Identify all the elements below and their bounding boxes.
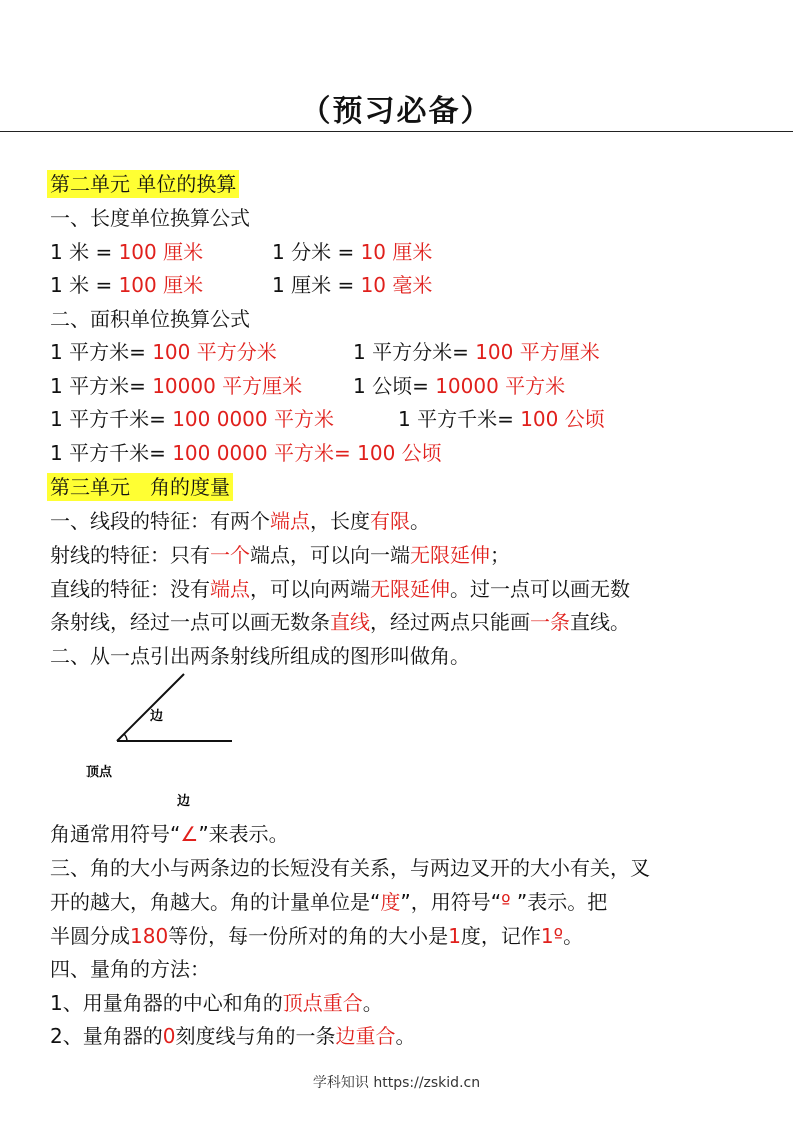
area-row-4 xyxy=(50,440,442,466)
area-row-1 xyxy=(50,339,277,365)
edge-label-bottom: 边 xyxy=(177,794,191,809)
paragraph-size-2 xyxy=(50,889,607,915)
text: 直线。 xyxy=(570,610,630,634)
length-row-2 xyxy=(50,272,203,298)
text: 。 xyxy=(563,924,584,948)
text-red: 无限延伸 xyxy=(370,577,450,601)
text-red: 10 厘米 xyxy=(360,240,433,264)
angle-arc xyxy=(124,734,127,741)
text: 1 平方分米= xyxy=(353,340,476,364)
area-row-2 xyxy=(50,373,302,399)
text: 度，记作 xyxy=(460,924,541,948)
text: 1、用量角器的中心和角的 xyxy=(50,991,283,1015)
text-red: 180 xyxy=(130,924,169,948)
area-row-1b xyxy=(353,339,600,365)
text: 开的越大，角越大。角的计量单位是“ xyxy=(50,890,381,914)
text-red: 顶点重合 xyxy=(282,991,363,1015)
area-row-2b xyxy=(353,373,565,399)
length-row-2b xyxy=(272,272,432,298)
paragraph-method-title: 四、量角的方法： xyxy=(50,957,210,981)
text: ”来表示。 xyxy=(198,822,289,846)
text-red: 100 公顷 xyxy=(520,407,605,431)
text: 1 平方米= xyxy=(50,374,153,398)
text: 1 平方千米= xyxy=(398,407,521,431)
text: 1 公顷= xyxy=(353,374,436,398)
text-red: 度 xyxy=(380,890,401,914)
text-red: 直线 xyxy=(330,610,370,634)
paragraph-line-1 xyxy=(50,576,630,602)
text: 刻度线与角的一条 xyxy=(175,1024,336,1048)
length-row-1b xyxy=(272,239,432,265)
length-title: 一、长度单位换算公式 xyxy=(50,206,250,230)
text: 角通常用符号“ xyxy=(50,822,181,846)
text-red: 0 xyxy=(162,1024,176,1048)
angle-diagram xyxy=(60,668,300,818)
angle-top-ray xyxy=(117,674,184,741)
unit2-heading-text: 第二单元 单位的换算 xyxy=(47,170,239,198)
paragraph-symbol xyxy=(50,821,289,847)
text-red: 10000 平方米 xyxy=(435,374,566,398)
paragraph-size-1: 三、角的大小与两条边的长短没有关系，与两边叉开的大小有关，叉 xyxy=(50,856,650,880)
text: 1 分米 = xyxy=(272,240,361,264)
title-divider xyxy=(0,131,793,132)
text: 。过一点可以画无数 xyxy=(450,577,630,601)
text-red: 100 平方厘米 xyxy=(475,340,600,364)
unit3-heading-text: 第三单元 角的度量 xyxy=(47,473,233,501)
text: 条射线，经过一点可以画无数条 xyxy=(50,610,330,634)
text: 2、量角器的 xyxy=(50,1024,163,1048)
text: 1 厘米 = xyxy=(272,273,361,297)
text-red: 100 厘米 xyxy=(118,240,204,264)
text: 端点，可以向一端 xyxy=(250,543,410,567)
paragraph-line-2 xyxy=(50,609,630,635)
text: 半圆分成 xyxy=(50,924,130,948)
text: 直线的特征：没有 xyxy=(50,577,210,601)
text: 。 xyxy=(362,991,383,1015)
paragraph-method-1 xyxy=(50,990,383,1016)
text: ，经过两点只能画 xyxy=(370,610,530,634)
footer-source: 学科知识 https://zskid.cn xyxy=(312,1075,481,1091)
text-red: 100 厘米 xyxy=(118,273,204,297)
paragraph-method-2 xyxy=(50,1023,415,1049)
paragraph-size-3 xyxy=(50,923,583,949)
text-red: ∠ xyxy=(180,822,199,846)
vertex-label: 顶点 xyxy=(86,765,113,780)
length-row-1 xyxy=(50,239,203,265)
text: 1 平方米= xyxy=(50,340,153,364)
text: 。 xyxy=(410,509,430,533)
unit2-heading xyxy=(50,171,239,197)
text-red: 100 0000 平方米 xyxy=(172,441,334,465)
text-red: 1 xyxy=(448,924,461,948)
text-red: = 100 公顷 xyxy=(334,441,442,465)
area-row-3b xyxy=(398,406,605,432)
area-row-3 xyxy=(50,406,334,432)
text: 。 xyxy=(395,1024,416,1048)
text: 1 米 = xyxy=(50,240,119,264)
text: 射线的特征：只有 xyxy=(50,543,210,567)
paragraph-segment xyxy=(50,508,430,534)
text: 等份，每一份所对的角的大小是 xyxy=(168,924,449,948)
text-red: 一条 xyxy=(530,610,570,634)
text: ”表示。把 xyxy=(510,890,608,914)
text-red: 端点 xyxy=(210,577,250,601)
paragraph-ray xyxy=(50,542,510,568)
text: ，可以向两端 xyxy=(250,577,370,601)
text-red: 100 0000 平方米 xyxy=(172,407,334,431)
text: 1 平方千米= xyxy=(50,407,173,431)
text-red: 1º xyxy=(540,924,564,948)
unit3-heading xyxy=(50,474,233,500)
area-title: 二、面积单位换算公式 xyxy=(50,307,250,331)
text: 一、线段的特征：有两个 xyxy=(50,509,270,533)
text: ”，用符号“ xyxy=(400,890,502,914)
text-red: 有限 xyxy=(370,509,410,533)
text: 1 米 = xyxy=(50,273,119,297)
text-red: 边重合 xyxy=(335,1024,396,1048)
text-red: 一个 xyxy=(210,543,250,567)
text-red: 100 平方分米 xyxy=(152,340,277,364)
text: 1 平方千米= xyxy=(50,441,173,465)
paragraph-angle-def: 二、从一点引出两条射线所组成的图形叫做角。 xyxy=(50,644,470,668)
text-red: 10 毫米 xyxy=(360,273,433,297)
text: ，长度 xyxy=(310,509,370,533)
edge-label-top: 边 xyxy=(150,709,164,724)
text-red: 无限延伸 xyxy=(410,543,490,567)
text-red: 10000 平方厘米 xyxy=(152,374,303,398)
text-red: 端点 xyxy=(270,509,310,533)
text: ； xyxy=(490,543,510,567)
page-title: （预习必备） xyxy=(300,94,493,129)
text-red: º xyxy=(501,890,511,914)
